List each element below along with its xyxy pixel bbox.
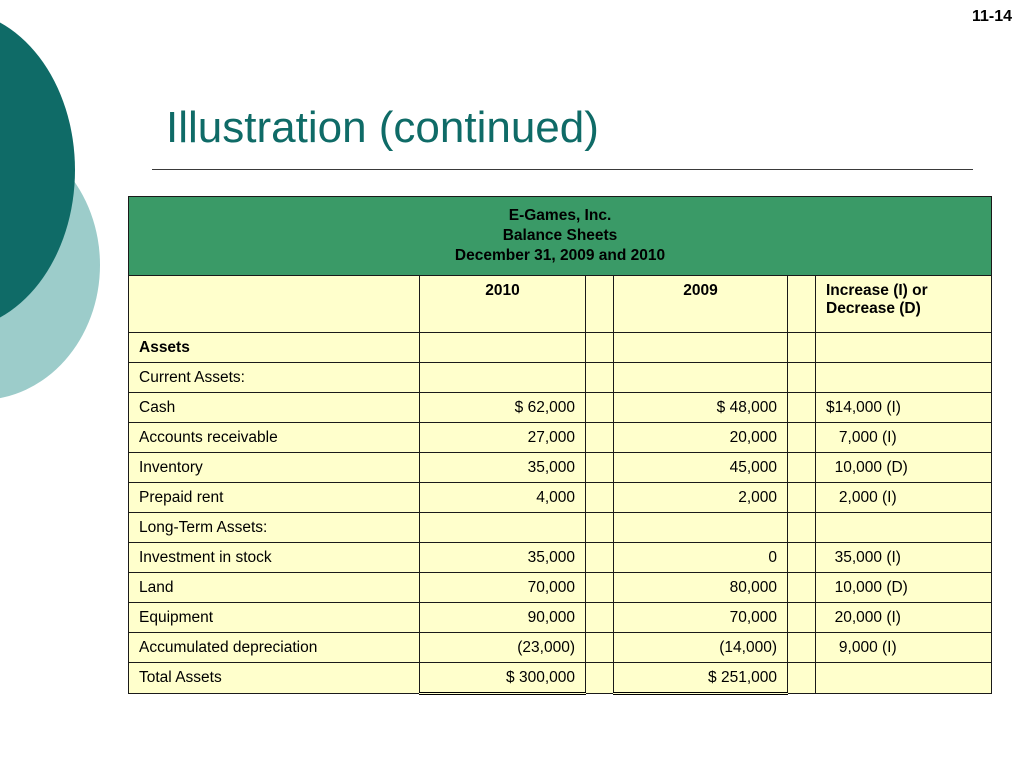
spacer-cell (788, 633, 816, 663)
value-2009 (614, 363, 788, 393)
change-header-line1: Increase (I) or (826, 282, 928, 299)
value-2010: $ 62,000 (420, 393, 586, 423)
spacer-cell (586, 483, 614, 513)
value-2009: 45,000 (614, 453, 788, 483)
spacer-cell (788, 423, 816, 453)
table-row (129, 483, 992, 513)
value-2009: 70,000 (614, 603, 788, 633)
change-value: 7,000 (I) (816, 423, 992, 453)
column-header-change (816, 276, 992, 333)
statement-header-row (129, 197, 992, 276)
spacer-cell (586, 603, 614, 633)
value-2009: (14,000) (614, 633, 788, 663)
spacer-cell (586, 423, 614, 453)
value-2009: $ 48,000 (614, 393, 788, 423)
spacer-cell (586, 663, 614, 694)
table-row (129, 663, 992, 694)
row-label: Accumulated depreciation (129, 633, 420, 663)
title-divider (152, 169, 973, 170)
table-row (129, 543, 992, 573)
row-label: Land (129, 573, 420, 603)
spacer-cell (788, 573, 816, 603)
column-header-row (129, 276, 992, 333)
table-row (129, 453, 992, 483)
table-row (129, 363, 992, 393)
value-2010 (420, 513, 586, 543)
spacer-cell (788, 393, 816, 423)
change-value (816, 663, 992, 694)
change-value: $14,000 (I) (816, 393, 992, 423)
value-2009: 20,000 (614, 423, 788, 453)
row-label: Current Assets: (129, 363, 420, 393)
table-row (129, 333, 992, 363)
value-2010: 4,000 (420, 483, 586, 513)
balance-sheet-table (128, 196, 992, 695)
row-label: Equipment (129, 603, 420, 633)
value-2010 (420, 333, 586, 363)
column-header-2010: 2010 (420, 276, 586, 333)
spacer-cell (788, 333, 816, 363)
spacer-cell (788, 363, 816, 393)
row-label: Inventory (129, 453, 420, 483)
table-row (129, 513, 992, 543)
table-row (129, 603, 992, 633)
table-row (129, 573, 992, 603)
change-value (816, 363, 992, 393)
row-label: Total Assets (129, 663, 420, 694)
change-value (816, 513, 992, 543)
value-2010: 70,000 (420, 573, 586, 603)
table-row (129, 393, 992, 423)
spacer-cell (788, 276, 816, 333)
value-2010: $ 300,000 (420, 663, 586, 694)
value-2010: 27,000 (420, 423, 586, 453)
statement-header (129, 197, 992, 276)
spacer-cell (586, 573, 614, 603)
spacer-cell (586, 393, 614, 423)
spacer-cell (586, 633, 614, 663)
spacer-cell (788, 513, 816, 543)
change-value (816, 333, 992, 363)
spacer-cell (586, 276, 614, 333)
table-row (129, 423, 992, 453)
statement-name: Balance Sheets (502, 227, 618, 244)
spacer-cell (586, 453, 614, 483)
slide-title: Illustration (continued) (166, 103, 599, 152)
value-2009: $ 251,000 (614, 663, 788, 694)
value-2009 (614, 333, 788, 363)
spacer-cell (586, 363, 614, 393)
spacer-cell (586, 543, 614, 573)
change-value: 10,000 (D) (816, 453, 992, 483)
spacer-cell (788, 543, 816, 573)
spacer-cell (788, 603, 816, 633)
spacer-cell (586, 333, 614, 363)
change-value: 9,000 (I) (816, 633, 992, 663)
slide-number: 11-14 (971, 8, 1012, 25)
value-2010: 35,000 (420, 543, 586, 573)
company-name: E-Games, Inc. (508, 207, 612, 224)
value-2009: 2,000 (614, 483, 788, 513)
change-value: 20,000 (I) (816, 603, 992, 633)
change-value: 10,000 (D) (816, 573, 992, 603)
spacer-cell (586, 513, 614, 543)
value-2009 (614, 513, 788, 543)
spacer-cell (788, 663, 816, 694)
row-label: Long-Term Assets: (129, 513, 420, 543)
statement-period: December 31, 2009 and 2010 (454, 247, 666, 264)
change-value: 35,000 (I) (816, 543, 992, 573)
row-label: Accounts receivable (129, 423, 420, 453)
value-2009: 0 (614, 543, 788, 573)
spacer-cell (788, 483, 816, 513)
row-label: Investment in stock (129, 543, 420, 573)
change-header-line2: Decrease (D) (826, 300, 921, 317)
table-row (129, 633, 992, 663)
spacer-cell (788, 453, 816, 483)
change-value: 2,000 (I) (816, 483, 992, 513)
value-2009: 80,000 (614, 573, 788, 603)
column-header-2009: 2009 (614, 276, 788, 333)
value-2010 (420, 363, 586, 393)
value-2010: 90,000 (420, 603, 586, 633)
row-label: Assets (129, 333, 420, 363)
value-2010: (23,000) (420, 633, 586, 663)
label-column-header (129, 276, 420, 333)
value-2010: 35,000 (420, 453, 586, 483)
row-label: Cash (129, 393, 420, 423)
row-label: Prepaid rent (129, 483, 420, 513)
